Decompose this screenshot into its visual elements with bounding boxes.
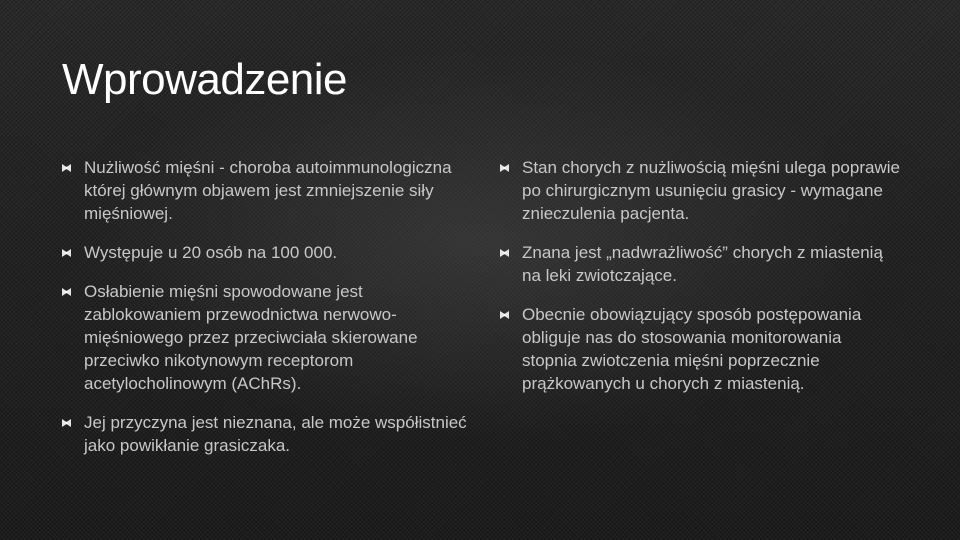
bow-tie-bullet-icon	[62, 164, 71, 172]
bullet-text: Nużliwość mięśni - choroba autoimmunologiczna której głównym objawem jest zmniejszenie siły mięśniowej.	[84, 158, 452, 223]
bullet-text: Występuje u 20 osób na 100 000.	[84, 243, 338, 262]
bullet-text: Znana jest „nadwrażliwość” chorych z miastenią na leki zwiotczające.	[522, 243, 883, 285]
bow-tie-bullet-icon	[500, 311, 509, 319]
bullet-item	[500, 241, 900, 287]
bullet-text: Osłabienie mięśni spowodowane jest zablokowaniem przewodnictwa nerwowo-mięśniowego przez przeciwciała skierowane przeciwko nikotynowym receptorom acetylocholinowym (AChRs).	[84, 282, 418, 393]
bow-tie-bullet-icon	[500, 249, 509, 257]
bullet-item	[500, 303, 900, 395]
left-bullet-list	[62, 156, 482, 473]
bullet-text: Obecnie obowiązujący sposób postępowania obliguje nas do stosowania monitorowania stopnia zwiotczenia mięśni poprzecznie prążkowanych u chorych z miastenią.	[522, 305, 862, 393]
bullet-item	[62, 241, 482, 264]
bullet-item	[62, 411, 482, 457]
bow-tie-bullet-icon	[62, 419, 71, 427]
slide-title: Wprowadzenie	[62, 55, 348, 104]
bow-tie-bullet-icon	[62, 288, 71, 296]
bullet-item	[62, 280, 482, 395]
bullet-text: Jej przyczyna jest nieznana, ale może współistnieć jako powikłanie grasiczaka.	[84, 413, 467, 455]
right-bullet-list	[500, 156, 900, 411]
bullet-text: Stan chorych z nużliwością mięśni ulega poprawie po chirurgicznym usunięciu grasicy - wymagane znieczulenia pacjenta.	[522, 158, 900, 223]
bullet-item	[62, 156, 482, 225]
bow-tie-bullet-icon	[62, 249, 71, 257]
bullet-item	[500, 156, 900, 225]
bow-tie-bullet-icon	[500, 164, 509, 172]
